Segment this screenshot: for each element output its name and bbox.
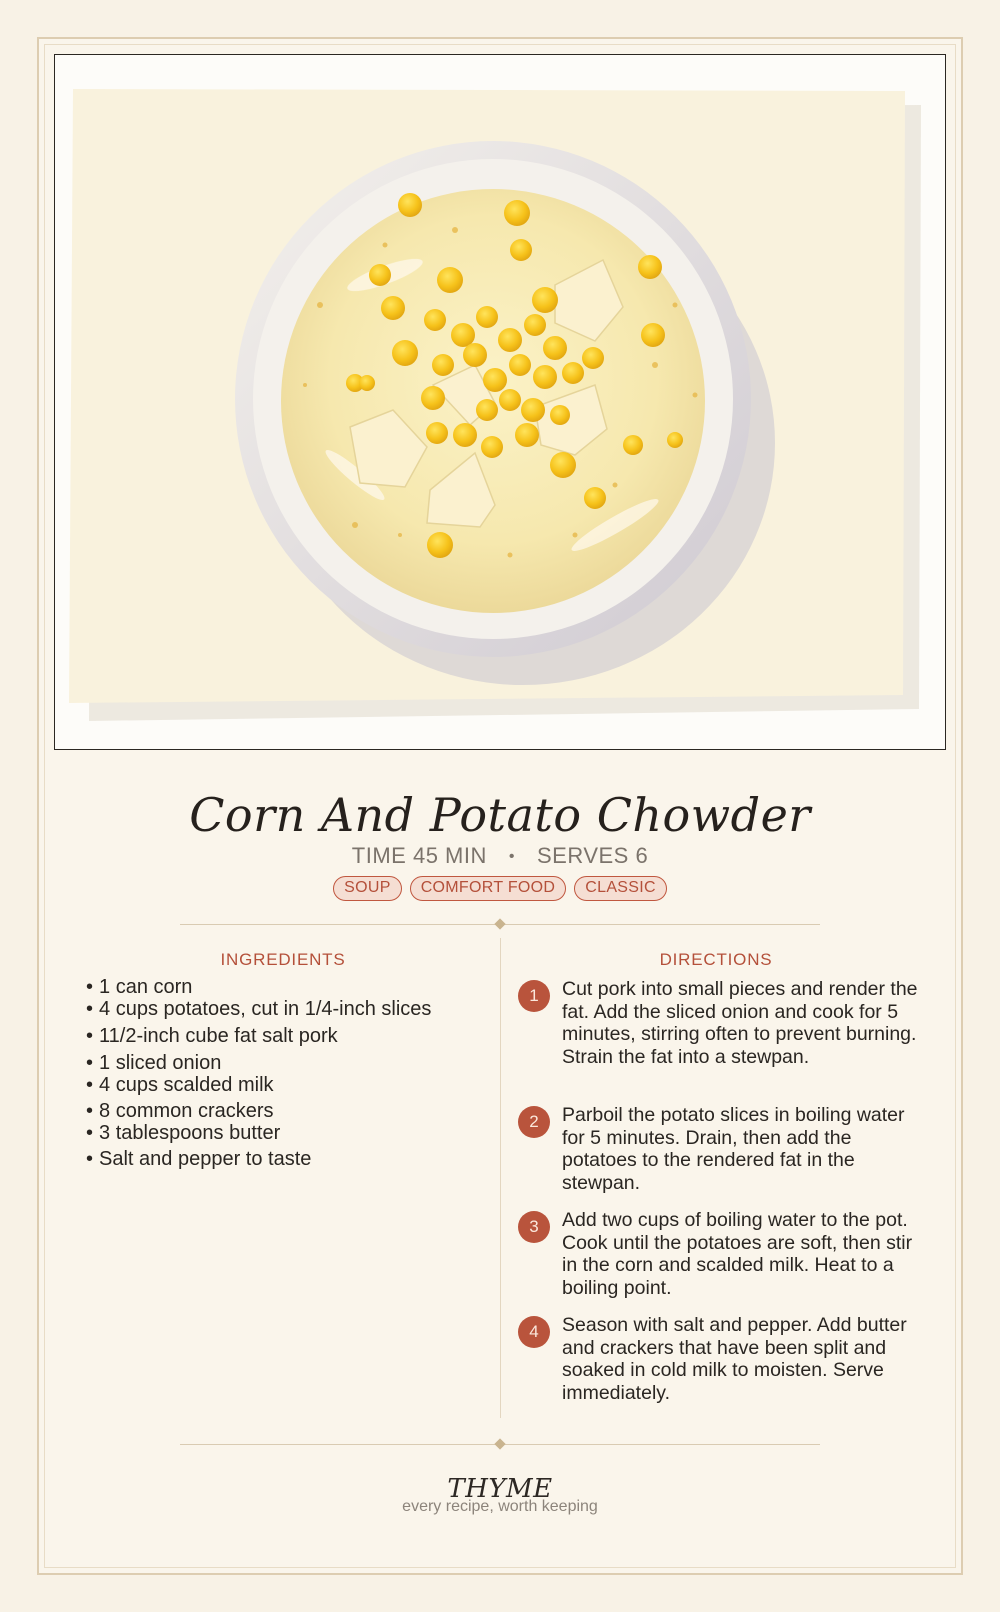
step-number-badge: 4 bbox=[518, 1316, 550, 1348]
bullet-icon: • bbox=[86, 1052, 94, 1074]
step-text: Season with salt and pepper. Add butter and crackers that have been split and soaked in cold milk to moisten. Serve immediately. bbox=[562, 1314, 907, 1404]
tag-comfort-food[interactable]: COMFORT FOOD bbox=[410, 876, 567, 901]
ingredient-text: 8 common crackers bbox=[99, 1100, 274, 1122]
ingredient-item bbox=[86, 1052, 221, 1074]
ingredient-item bbox=[86, 1025, 338, 1047]
bullet-icon: • bbox=[86, 1100, 94, 1122]
ingredient-text: Salt and pepper to taste bbox=[99, 1148, 312, 1170]
step-number-badge: 1 bbox=[518, 980, 550, 1012]
ingredient-item bbox=[86, 1074, 274, 1096]
brand-logo: THYME bbox=[447, 1474, 553, 1504]
column-divider bbox=[500, 938, 501, 1418]
ingredient-text: 4 cups scalded milk bbox=[99, 1074, 274, 1096]
bullet-icon: • bbox=[86, 976, 94, 998]
recipe-photo bbox=[54, 54, 946, 750]
ingredient-item bbox=[86, 976, 192, 998]
step-text: Add two cups of boiling water to the pot. Cook until the potatoes are soft, then stir in the corn and scalded milk. Heat to a boiling point. bbox=[562, 1209, 913, 1299]
ingredient-item bbox=[86, 1148, 311, 1170]
ingredient-text: 1 can corn bbox=[99, 976, 193, 998]
recipe-meta bbox=[0, 843, 1000, 869]
ingredient-text: 11/2-inch cube fat salt pork bbox=[99, 1025, 338, 1047]
ingredient-text: 1 sliced onion bbox=[99, 1052, 222, 1074]
ingredient-item bbox=[86, 998, 431, 1020]
directions-heading: DIRECTIONS bbox=[659, 950, 773, 969]
servings: SERVES 6 bbox=[536, 843, 649, 868]
ingredients-heading: INGREDIENTS bbox=[220, 950, 346, 969]
tag-classic[interactable]: CLASSIC bbox=[574, 876, 667, 901]
ingredient-item bbox=[86, 1100, 274, 1122]
step-number-badge: 3 bbox=[518, 1211, 550, 1243]
ingredient-text: 3 tablespoons butter bbox=[99, 1122, 281, 1144]
step-text: Cut pork into small pieces and render the fat. Add the sliced onion and cook for 5 minutes, stirring often to prevent burning. Strain the fat into a stewpan. bbox=[562, 978, 918, 1068]
tag-soup[interactable]: SOUP bbox=[333, 876, 402, 901]
step-text: Parboil the potato slices in boiling water for 5 minutes. Drain, then add the potatoes to the rendered fat in the stewpan. bbox=[562, 1104, 905, 1194]
recipe-title: Corn And Potato Chowder bbox=[189, 788, 811, 842]
bullet-icon: • bbox=[86, 1074, 94, 1096]
ingredient-item bbox=[86, 1122, 280, 1144]
soup-bowl-illustration bbox=[55, 55, 945, 749]
tag-list bbox=[0, 876, 1000, 901]
step-number-badge: 2 bbox=[518, 1106, 550, 1138]
bullet-icon: • bbox=[86, 1025, 94, 1047]
brand-tagline: every recipe, worth keeping bbox=[402, 1498, 598, 1515]
bullet-icon: • bbox=[86, 998, 94, 1020]
bullet-icon: • bbox=[86, 1148, 94, 1170]
ingredient-text: 4 cups potatoes, cut in 1/4-inch slices bbox=[99, 998, 432, 1020]
cook-time: TIME 45 MIN bbox=[351, 843, 487, 868]
bullet-icon: • bbox=[86, 1122, 94, 1144]
meta-separator: • bbox=[508, 848, 515, 865]
